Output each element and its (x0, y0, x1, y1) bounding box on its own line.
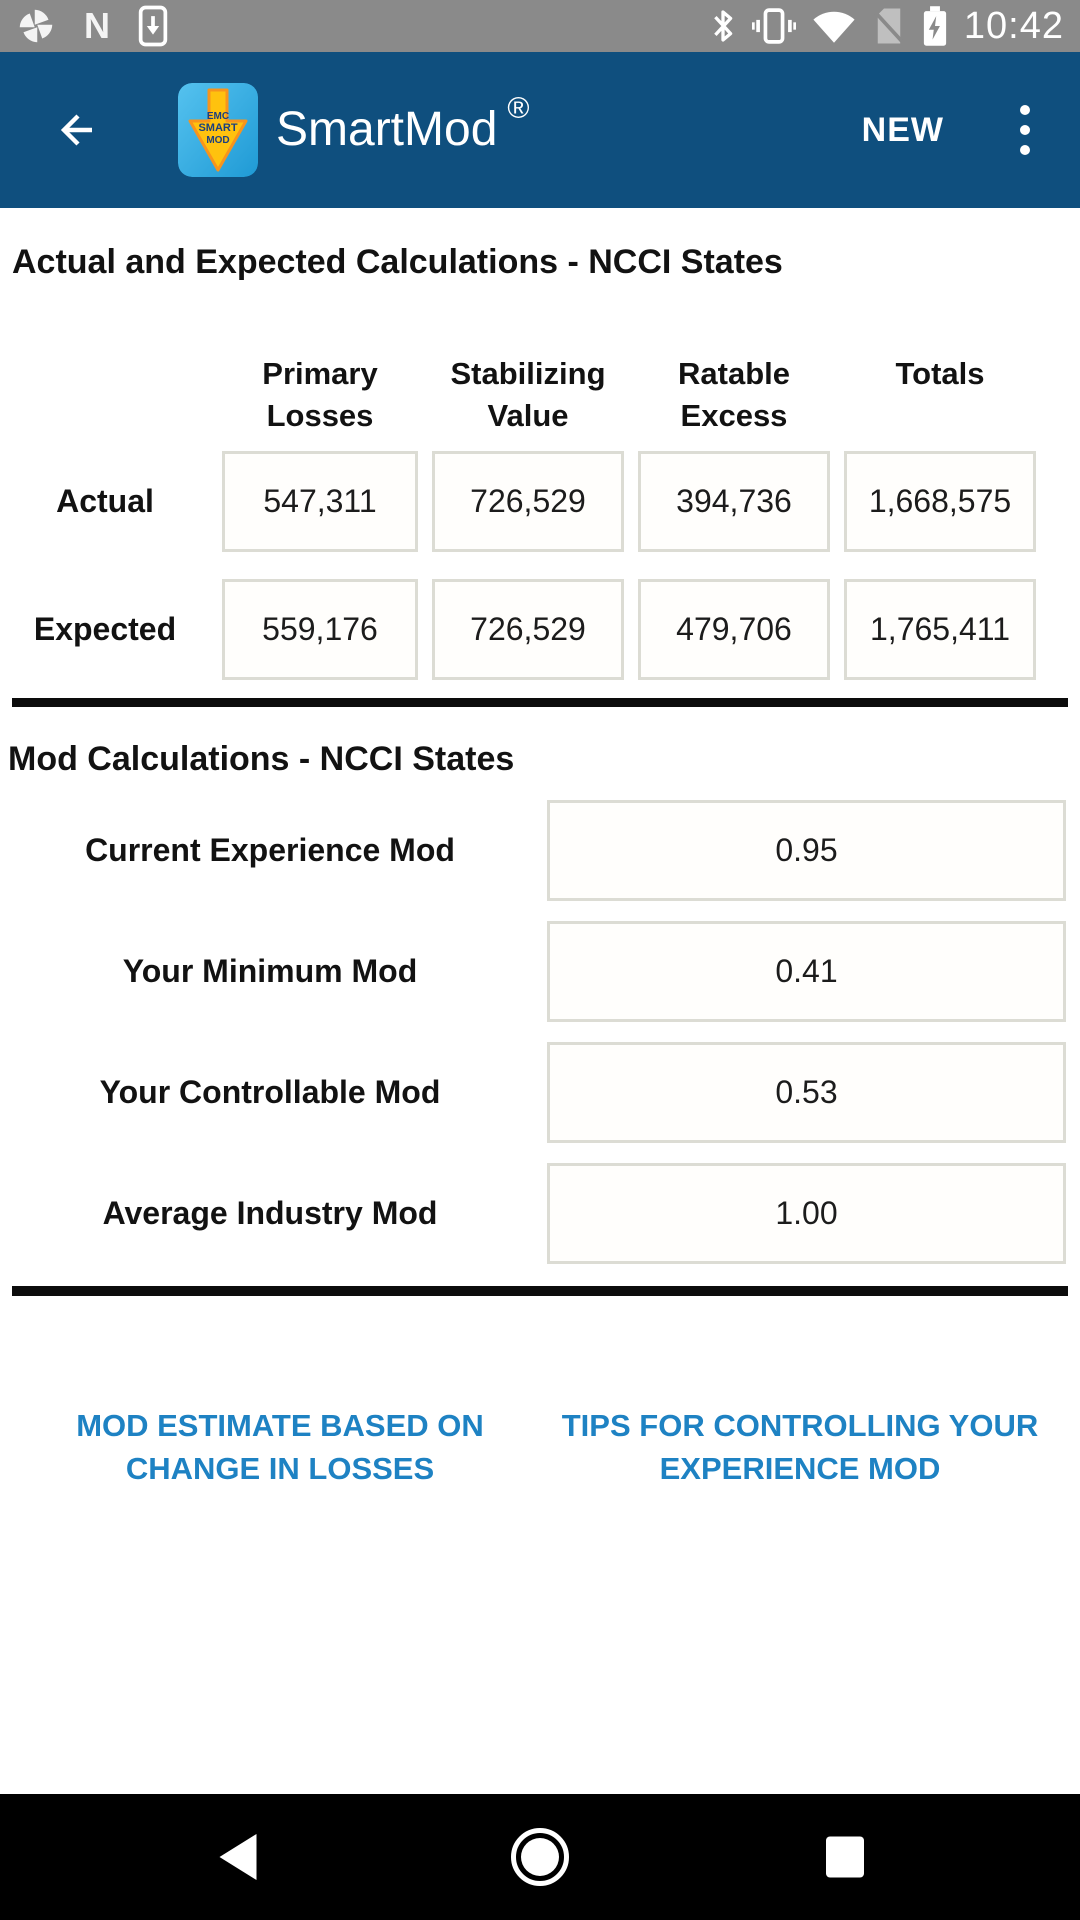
svg-text:EMC: EMC (206, 111, 230, 122)
wifi-icon (812, 8, 856, 44)
app-bar (0, 52, 1080, 208)
svg-text:MOD: MOD (206, 135, 230, 146)
nav-back-icon[interactable] (220, 1834, 257, 1880)
new-button[interactable]: NEW (861, 110, 944, 149)
back-arrow-icon[interactable] (50, 105, 100, 155)
mod-calculations-title: Mod Calculations - NCCI States (8, 739, 515, 778)
smartmod-logo-icon (178, 83, 258, 177)
main-content (0, 242, 1080, 1490)
value-cell: 394,736 (638, 451, 830, 552)
mod-value-cell: 0.95 (547, 800, 1066, 901)
mod-row-current-experience (0, 800, 1080, 901)
system-update-icon (138, 5, 168, 47)
mod-row-minimum (0, 921, 1080, 1022)
mod-label: Current Experience Mod (85, 831, 455, 868)
actual-expected-title: Actual and Expected Calculations - NCCI States (12, 243, 783, 281)
nav-home-icon[interactable] (511, 1828, 569, 1886)
app-title: SmartMod (276, 102, 498, 156)
column-header: Ratable Excess (678, 355, 790, 433)
svg-text:SMART: SMART (198, 122, 238, 134)
section-divider (12, 698, 1068, 707)
links-row (0, 1404, 1080, 1490)
mod-label: Your Minimum Mod (122, 952, 418, 989)
status-clock: 10:42 (963, 4, 1064, 47)
mod-row-average-industry (0, 1163, 1080, 1264)
column-header: Primary Losses (262, 355, 378, 433)
mod-label: Your Controllable Mod (99, 1073, 441, 1110)
no-sim-icon (872, 6, 906, 46)
bluetooth-icon (710, 7, 736, 45)
status-bar (0, 0, 1080, 52)
table-row-expected (2, 579, 1080, 680)
mod-value-cell: 1.00 (547, 1163, 1066, 1264)
nav-recents-icon[interactable] (826, 1837, 864, 1878)
section-divider (12, 1286, 1068, 1296)
column-header: Totals (895, 355, 985, 391)
mod-estimate-link[interactable]: MOD ESTIMATE BASED ON CHANGE IN LOSSES (76, 1407, 484, 1486)
battery-charging-icon (922, 5, 948, 47)
row-label: Expected (33, 610, 177, 647)
mod-label: Average Industry Mod (102, 1194, 438, 1231)
value-cell: 547,311 (222, 451, 418, 552)
mod-value-cell: 0.53 (547, 1042, 1066, 1143)
pinwheel-icon (16, 6, 56, 46)
row-label: Actual (56, 482, 154, 519)
tips-link[interactable]: TIPS FOR CONTROLLING YOUR EXPERIENCE MOD (561, 1407, 1039, 1486)
overflow-menu-icon[interactable] (1014, 99, 1036, 161)
value-cell: 726,529 (432, 579, 624, 680)
mod-row-controllable (0, 1042, 1080, 1143)
nougat-n-icon: N (84, 5, 110, 46)
value-cell: 559,176 (222, 579, 418, 680)
value-cell: 726,529 (432, 451, 624, 552)
vibrate-icon (752, 7, 796, 45)
actual-expected-header-row (2, 353, 1080, 437)
android-nav-bar (0, 1794, 1080, 1920)
registered-mark: ® (507, 91, 530, 125)
mod-value-cell: 0.41 (547, 921, 1066, 1022)
table-row-actual (2, 451, 1080, 552)
value-cell: 1,765,411 (844, 579, 1036, 680)
value-cell: 1,668,575 (844, 451, 1036, 552)
column-header: Stabilizing Value (450, 355, 606, 433)
value-cell: 479,706 (638, 579, 830, 680)
